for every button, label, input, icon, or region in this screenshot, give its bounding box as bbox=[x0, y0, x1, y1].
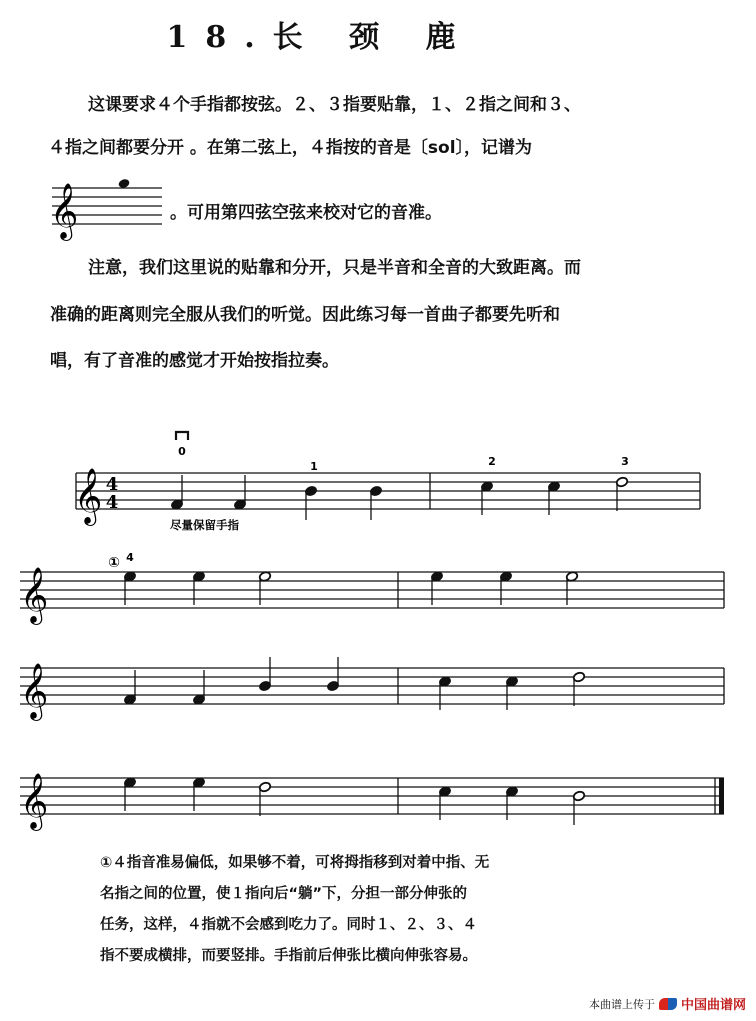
treble-clef-icon: 𝄞 bbox=[74, 468, 103, 524]
page-title: 18.长 颈 鹿 bbox=[166, 20, 474, 55]
intro-line-1: 这课要求４个手指都按弦。２、３指要贴靠，１、２指之间和３、 bbox=[88, 95, 581, 115]
footnote-line-4: 指不要成横排，而要竖排。手指前后伸张比横向伸张容易。 bbox=[100, 948, 477, 964]
site-logo-icon bbox=[659, 998, 677, 1010]
upload-credit bbox=[589, 994, 746, 1013]
site-name[interactable]: 中国曲谱网 bbox=[680, 998, 746, 1013]
fingering-3: 3 bbox=[621, 455, 629, 468]
treble-clef-icon: 𝄞 bbox=[20, 773, 49, 829]
footnote-line-3: 任务，这样，４指就不会感到吃力了。同时１、２、３、４ bbox=[100, 917, 477, 933]
credit-text: 本曲谱上传于 bbox=[588, 997, 655, 1011]
treble-clef-icon: 𝄞 bbox=[20, 567, 49, 623]
fingering-2: 2 bbox=[488, 455, 496, 468]
staff-line-1 bbox=[0, 420, 756, 535]
note-para-line-1: 注意，我们这里说的贴靠和分开，只是半音和全音的大致距离。而 bbox=[88, 258, 581, 278]
footnote-marker: ① bbox=[108, 555, 120, 571]
keep-fingers-annotation: 尽量保留手指 bbox=[170, 518, 239, 532]
fingering-1: 1 bbox=[310, 460, 318, 473]
footnote-line-1: ①４指音准易偏低，如果够不着，可将拇指移到对着中指、无 bbox=[100, 855, 490, 871]
intro-line-3: 。可用第四弦空弦来校对它的音准。 bbox=[170, 203, 442, 223]
final-barline bbox=[719, 778, 724, 814]
treble-clef-icon: 𝄞 bbox=[20, 663, 49, 719]
staff-line-3 bbox=[0, 640, 756, 730]
staff-line-2 bbox=[0, 540, 756, 630]
footnote-line-2: 名指之间的位置，使１指向后“躺”下，分担一部分伸张的 bbox=[100, 886, 468, 902]
time-sig-top: 4 bbox=[105, 474, 119, 495]
fingering-0: 0 bbox=[178, 445, 186, 458]
down-bow-icon bbox=[176, 432, 188, 440]
staff-line-4 bbox=[0, 750, 756, 840]
inline-example-staff bbox=[0, 170, 170, 245]
time-sig-bottom: 4 bbox=[105, 492, 119, 513]
fingering-4: 4 bbox=[126, 551, 134, 564]
note-para-line-2: 准确的距离则完全服从我们的听觉。因此练习每一首曲子都要先听和 bbox=[50, 305, 560, 325]
note-para-line-3: 唱，有了音准的感觉才开始按指拉奏。 bbox=[50, 351, 339, 371]
treble-clef-icon: 𝄞 bbox=[50, 183, 79, 239]
intro-line-2: ４指之间都要分开 。在第二弦上，４指按的音是〔sol〕，记谱为 bbox=[48, 138, 533, 158]
